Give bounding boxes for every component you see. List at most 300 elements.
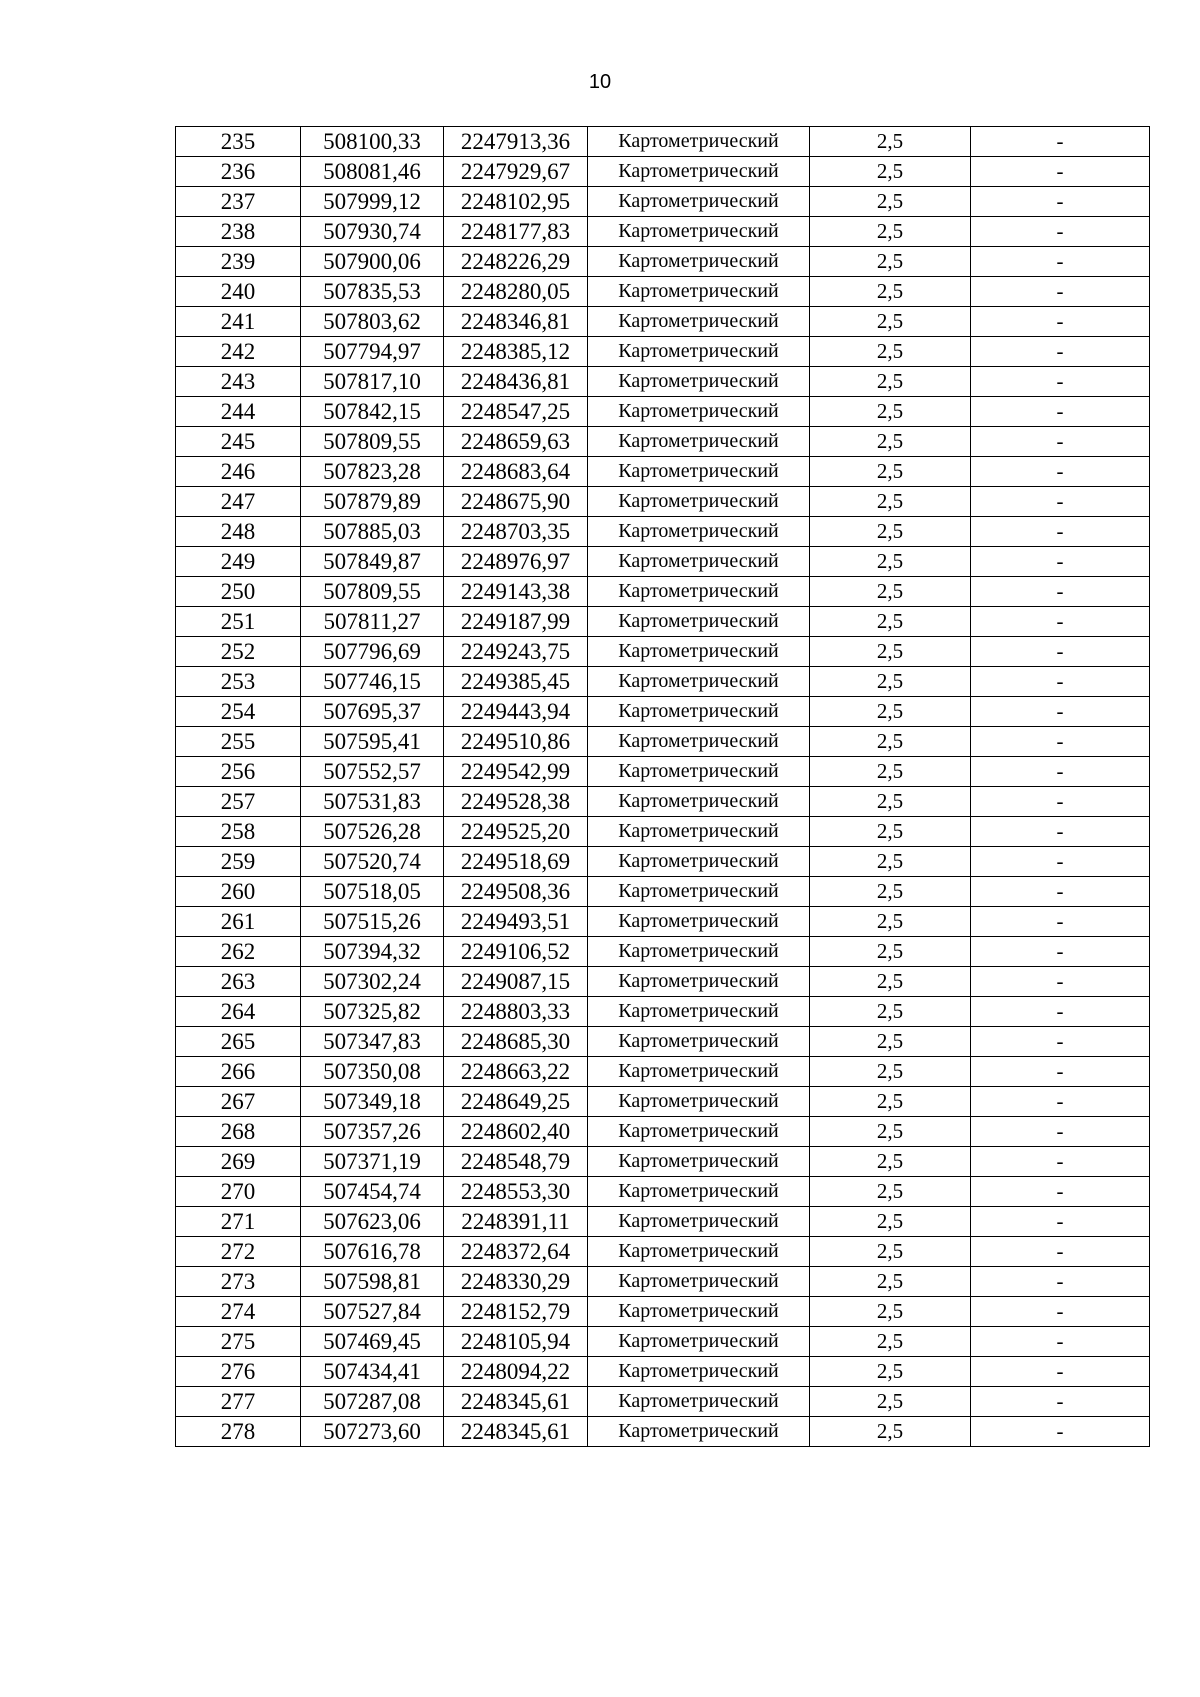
accuracy-cell: 2,5 [810, 1117, 971, 1147]
note-cell: - [971, 367, 1150, 397]
x-coordinate-cell: 507999,12 [301, 187, 444, 217]
x-coordinate-cell: 507371,19 [301, 1147, 444, 1177]
y-coordinate-cell: 2248391,11 [444, 1207, 588, 1237]
point-number-cell: 277 [176, 1387, 301, 1417]
table-row [176, 727, 1150, 757]
point-number-cell: 243 [176, 367, 301, 397]
point-number-cell: 266 [176, 1057, 301, 1087]
x-coordinate-cell: 508100,33 [301, 127, 444, 157]
y-coordinate-cell: 2248683,64 [444, 457, 588, 487]
method-cell: Картометрический [588, 427, 810, 457]
accuracy-cell: 2,5 [810, 877, 971, 907]
method-cell: Картометрический [588, 1057, 810, 1087]
y-coordinate-cell: 2249508,36 [444, 877, 588, 907]
table-row [176, 457, 1150, 487]
accuracy-cell: 2,5 [810, 247, 971, 277]
note-cell: - [971, 637, 1150, 667]
y-coordinate-cell: 2249385,45 [444, 667, 588, 697]
point-number-cell: 269 [176, 1147, 301, 1177]
note-cell: - [971, 547, 1150, 577]
accuracy-cell: 2,5 [810, 727, 971, 757]
x-coordinate-cell: 507817,10 [301, 367, 444, 397]
x-coordinate-cell: 508081,46 [301, 157, 444, 187]
point-number-cell: 265 [176, 1027, 301, 1057]
x-coordinate-cell: 507842,15 [301, 397, 444, 427]
y-coordinate-cell: 2248976,97 [444, 547, 588, 577]
note-cell: - [971, 907, 1150, 937]
method-cell: Картометрический [588, 1417, 810, 1447]
accuracy-cell: 2,5 [810, 907, 971, 937]
table-row [176, 1057, 1150, 1087]
y-coordinate-cell: 2249106,52 [444, 937, 588, 967]
y-coordinate-cell: 2249087,15 [444, 967, 588, 997]
note-cell: - [971, 187, 1150, 217]
table-row [176, 1387, 1150, 1417]
accuracy-cell: 2,5 [810, 607, 971, 637]
accuracy-cell: 2,5 [810, 1237, 971, 1267]
y-coordinate-cell: 2248346,81 [444, 307, 588, 337]
x-coordinate-cell: 507520,74 [301, 847, 444, 877]
y-coordinate-cell: 2248177,83 [444, 217, 588, 247]
point-number-cell: 238 [176, 217, 301, 247]
x-coordinate-cell: 507623,06 [301, 1207, 444, 1237]
table-row [176, 1267, 1150, 1297]
accuracy-cell: 2,5 [810, 277, 971, 307]
method-cell: Картометрический [588, 847, 810, 877]
point-number-cell: 272 [176, 1237, 301, 1267]
method-cell: Картометрический [588, 607, 810, 637]
y-coordinate-cell: 2248803,33 [444, 997, 588, 1027]
method-cell: Картометрический [588, 217, 810, 247]
x-coordinate-cell: 507515,26 [301, 907, 444, 937]
y-coordinate-cell: 2248280,05 [444, 277, 588, 307]
accuracy-cell: 2,5 [810, 997, 971, 1027]
y-coordinate-cell: 2248649,25 [444, 1087, 588, 1117]
table-row [176, 247, 1150, 277]
accuracy-cell: 2,5 [810, 1297, 971, 1327]
accuracy-cell: 2,5 [810, 457, 971, 487]
point-number-cell: 257 [176, 787, 301, 817]
note-cell: - [971, 337, 1150, 367]
point-number-cell: 244 [176, 397, 301, 427]
accuracy-cell: 2,5 [810, 937, 971, 967]
table-row [176, 397, 1150, 427]
note-cell: - [971, 607, 1150, 637]
note-cell: - [971, 817, 1150, 847]
note-cell: - [971, 1297, 1150, 1327]
point-number-cell: 258 [176, 817, 301, 847]
note-cell: - [971, 217, 1150, 247]
y-coordinate-cell: 2248685,30 [444, 1027, 588, 1057]
note-cell: - [971, 1117, 1150, 1147]
note-cell: - [971, 1267, 1150, 1297]
method-cell: Картометрический [588, 577, 810, 607]
table-row [176, 547, 1150, 577]
note-cell: - [971, 997, 1150, 1027]
x-coordinate-cell: 507794,97 [301, 337, 444, 367]
point-number-cell: 255 [176, 727, 301, 757]
x-coordinate-cell: 507527,84 [301, 1297, 444, 1327]
table-row [176, 1357, 1150, 1387]
table-row [176, 1417, 1150, 1447]
y-coordinate-cell: 2249493,51 [444, 907, 588, 937]
accuracy-cell: 2,5 [810, 367, 971, 397]
point-number-cell: 247 [176, 487, 301, 517]
note-cell: - [971, 787, 1150, 817]
accuracy-cell: 2,5 [810, 577, 971, 607]
accuracy-cell: 2,5 [810, 187, 971, 217]
accuracy-cell: 2,5 [810, 787, 971, 817]
y-coordinate-cell: 2248226,29 [444, 247, 588, 277]
table-row [176, 127, 1150, 157]
note-cell: - [971, 127, 1150, 157]
y-coordinate-cell: 2248330,29 [444, 1267, 588, 1297]
x-coordinate-cell: 507350,08 [301, 1057, 444, 1087]
method-cell: Картометрический [588, 937, 810, 967]
table-row [176, 1297, 1150, 1327]
x-coordinate-cell: 507469,45 [301, 1327, 444, 1357]
y-coordinate-cell: 2248548,79 [444, 1147, 588, 1177]
accuracy-cell: 2,5 [810, 817, 971, 847]
accuracy-cell: 2,5 [810, 1087, 971, 1117]
table-row [176, 1087, 1150, 1117]
table-row [176, 1117, 1150, 1147]
accuracy-cell: 2,5 [810, 1147, 971, 1177]
table-row [176, 517, 1150, 547]
note-cell: - [971, 757, 1150, 787]
accuracy-cell: 2,5 [810, 1267, 971, 1297]
table-row [176, 997, 1150, 1027]
x-coordinate-cell: 507273,60 [301, 1417, 444, 1447]
table-row [176, 277, 1150, 307]
note-cell: - [971, 247, 1150, 277]
table-row [176, 667, 1150, 697]
note-cell: - [971, 307, 1150, 337]
y-coordinate-cell: 2248602,40 [444, 1117, 588, 1147]
method-cell: Картометрический [588, 907, 810, 937]
y-coordinate-cell: 2249243,75 [444, 637, 588, 667]
point-number-cell: 248 [176, 517, 301, 547]
x-coordinate-cell: 507616,78 [301, 1237, 444, 1267]
accuracy-cell: 2,5 [810, 697, 971, 727]
y-coordinate-cell: 2248385,12 [444, 337, 588, 367]
table-row [176, 607, 1150, 637]
y-coordinate-cell: 2249510,86 [444, 727, 588, 757]
coordinates-table-body [176, 127, 1150, 1447]
y-coordinate-cell: 2248675,90 [444, 487, 588, 517]
point-number-cell: 264 [176, 997, 301, 1027]
point-number-cell: 275 [176, 1327, 301, 1357]
accuracy-cell: 2,5 [810, 1357, 971, 1387]
point-number-cell: 276 [176, 1357, 301, 1387]
x-coordinate-cell: 507803,62 [301, 307, 444, 337]
x-coordinate-cell: 507434,41 [301, 1357, 444, 1387]
y-coordinate-cell: 2248659,63 [444, 427, 588, 457]
method-cell: Картометрический [588, 637, 810, 667]
note-cell: - [971, 1057, 1150, 1087]
x-coordinate-cell: 507835,53 [301, 277, 444, 307]
note-cell: - [971, 847, 1150, 877]
accuracy-cell: 2,5 [810, 757, 971, 787]
accuracy-cell: 2,5 [810, 217, 971, 247]
method-cell: Картометрический [588, 1087, 810, 1117]
method-cell: Картометрический [588, 877, 810, 907]
table-row [176, 1177, 1150, 1207]
accuracy-cell: 2,5 [810, 637, 971, 667]
y-coordinate-cell: 2249518,69 [444, 847, 588, 877]
y-coordinate-cell: 2248703,35 [444, 517, 588, 547]
point-number-cell: 241 [176, 307, 301, 337]
note-cell: - [971, 457, 1150, 487]
table-row [176, 1027, 1150, 1057]
x-coordinate-cell: 507357,26 [301, 1117, 444, 1147]
x-coordinate-cell: 507809,55 [301, 427, 444, 457]
x-coordinate-cell: 507518,05 [301, 877, 444, 907]
y-coordinate-cell: 2248152,79 [444, 1297, 588, 1327]
method-cell: Картометрический [588, 1207, 810, 1237]
point-number-cell: 252 [176, 637, 301, 667]
method-cell: Картометрический [588, 397, 810, 427]
point-number-cell: 251 [176, 607, 301, 637]
accuracy-cell: 2,5 [810, 157, 971, 187]
method-cell: Картометрический [588, 817, 810, 847]
x-coordinate-cell: 507552,57 [301, 757, 444, 787]
point-number-cell: 273 [176, 1267, 301, 1297]
method-cell: Картометрический [588, 1327, 810, 1357]
table-row [176, 577, 1150, 607]
point-number-cell: 259 [176, 847, 301, 877]
method-cell: Картометрический [588, 277, 810, 307]
table-row [176, 787, 1150, 817]
accuracy-cell: 2,5 [810, 967, 971, 997]
x-coordinate-cell: 507746,15 [301, 667, 444, 697]
table-row [176, 1237, 1150, 1267]
note-cell: - [971, 727, 1150, 757]
x-coordinate-cell: 507325,82 [301, 997, 444, 1027]
method-cell: Картометрический [588, 457, 810, 487]
note-cell: - [971, 1177, 1150, 1207]
point-number-cell: 254 [176, 697, 301, 727]
x-coordinate-cell: 507531,83 [301, 787, 444, 817]
table-row [176, 757, 1150, 787]
x-coordinate-cell: 507885,03 [301, 517, 444, 547]
table-row [176, 637, 1150, 667]
point-number-cell: 271 [176, 1207, 301, 1237]
y-coordinate-cell: 2248345,61 [444, 1387, 588, 1417]
table-row [176, 157, 1150, 187]
point-number-cell: 246 [176, 457, 301, 487]
table-row [176, 217, 1150, 247]
accuracy-cell: 2,5 [810, 1327, 971, 1357]
point-number-cell: 256 [176, 757, 301, 787]
method-cell: Картометрический [588, 1027, 810, 1057]
note-cell: - [971, 1387, 1150, 1417]
table-row [176, 967, 1150, 997]
x-coordinate-cell: 507796,69 [301, 637, 444, 667]
method-cell: Картометрический [588, 1387, 810, 1417]
x-coordinate-cell: 507879,89 [301, 487, 444, 517]
note-cell: - [971, 697, 1150, 727]
y-coordinate-cell: 2249187,99 [444, 607, 588, 637]
point-number-cell: 274 [176, 1297, 301, 1327]
note-cell: - [971, 1357, 1150, 1387]
method-cell: Картометрический [588, 247, 810, 277]
accuracy-cell: 2,5 [810, 307, 971, 337]
point-number-cell: 261 [176, 907, 301, 937]
y-coordinate-cell: 2249528,38 [444, 787, 588, 817]
point-number-cell: 270 [176, 1177, 301, 1207]
method-cell: Картометрический [588, 1117, 810, 1147]
method-cell: Картометрический [588, 157, 810, 187]
x-coordinate-cell: 507454,74 [301, 1177, 444, 1207]
x-coordinate-cell: 507598,81 [301, 1267, 444, 1297]
y-coordinate-cell: 2248372,64 [444, 1237, 588, 1267]
method-cell: Картометрический [588, 547, 810, 577]
point-number-cell: 268 [176, 1117, 301, 1147]
point-number-cell: 237 [176, 187, 301, 217]
accuracy-cell: 2,5 [810, 1387, 971, 1417]
method-cell: Картометрический [588, 967, 810, 997]
point-number-cell: 242 [176, 337, 301, 367]
y-coordinate-cell: 2248345,61 [444, 1417, 588, 1447]
note-cell: - [971, 427, 1150, 457]
table-row [176, 307, 1150, 337]
page-number: 10 [588, 71, 612, 93]
method-cell: Картометрический [588, 487, 810, 517]
accuracy-cell: 2,5 [810, 1027, 971, 1057]
point-number-cell: 262 [176, 937, 301, 967]
x-coordinate-cell: 507595,41 [301, 727, 444, 757]
method-cell: Картометрический [588, 337, 810, 367]
note-cell: - [971, 487, 1150, 517]
method-cell: Картометрический [588, 367, 810, 397]
note-cell: - [971, 277, 1150, 307]
point-number-cell: 250 [176, 577, 301, 607]
note-cell: - [971, 1417, 1150, 1447]
accuracy-cell: 2,5 [810, 397, 971, 427]
note-cell: - [971, 397, 1150, 427]
note-cell: - [971, 157, 1150, 187]
accuracy-cell: 2,5 [810, 487, 971, 517]
table-row [176, 817, 1150, 847]
note-cell: - [971, 577, 1150, 607]
point-number-cell: 245 [176, 427, 301, 457]
note-cell: - [971, 1327, 1150, 1357]
point-number-cell: 239 [176, 247, 301, 277]
accuracy-cell: 2,5 [810, 1207, 971, 1237]
note-cell: - [971, 967, 1150, 997]
x-coordinate-cell: 507349,18 [301, 1087, 444, 1117]
method-cell: Картометрический [588, 307, 810, 337]
table-row [176, 187, 1150, 217]
y-coordinate-cell: 2247913,36 [444, 127, 588, 157]
method-cell: Картометрический [588, 1297, 810, 1327]
method-cell: Картометрический [588, 697, 810, 727]
y-coordinate-cell: 2248105,94 [444, 1327, 588, 1357]
method-cell: Картометрический [588, 1177, 810, 1207]
x-coordinate-cell: 507809,55 [301, 577, 444, 607]
method-cell: Картометрический [588, 667, 810, 697]
y-coordinate-cell: 2248094,22 [444, 1357, 588, 1387]
accuracy-cell: 2,5 [810, 847, 971, 877]
accuracy-cell: 2,5 [810, 1417, 971, 1447]
table-row [176, 1327, 1150, 1357]
accuracy-cell: 2,5 [810, 1177, 971, 1207]
point-number-cell: 263 [176, 967, 301, 997]
point-number-cell: 235 [176, 127, 301, 157]
x-coordinate-cell: 507900,06 [301, 247, 444, 277]
method-cell: Картометрический [588, 1237, 810, 1267]
x-coordinate-cell: 507930,74 [301, 217, 444, 247]
note-cell: - [971, 517, 1150, 547]
x-coordinate-cell: 507287,08 [301, 1387, 444, 1417]
method-cell: Картометрический [588, 187, 810, 217]
method-cell: Картометрический [588, 727, 810, 757]
x-coordinate-cell: 507811,27 [301, 607, 444, 637]
point-number-cell: 267 [176, 1087, 301, 1117]
table-row [176, 367, 1150, 397]
y-coordinate-cell: 2249143,38 [444, 577, 588, 607]
point-number-cell: 253 [176, 667, 301, 697]
table-row [176, 847, 1150, 877]
x-coordinate-cell: 507849,87 [301, 547, 444, 577]
method-cell: Картометрический [588, 997, 810, 1027]
y-coordinate-cell: 2248102,95 [444, 187, 588, 217]
y-coordinate-cell: 2248436,81 [444, 367, 588, 397]
method-cell: Картометрический [588, 127, 810, 157]
method-cell: Картометрический [588, 787, 810, 817]
table-row [176, 487, 1150, 517]
accuracy-cell: 2,5 [810, 427, 971, 457]
table-row [176, 877, 1150, 907]
point-number-cell: 236 [176, 157, 301, 187]
table-row [176, 937, 1150, 967]
x-coordinate-cell: 507695,37 [301, 697, 444, 727]
y-coordinate-cell: 2247929,67 [444, 157, 588, 187]
accuracy-cell: 2,5 [810, 517, 971, 547]
x-coordinate-cell: 507394,32 [301, 937, 444, 967]
note-cell: - [971, 1087, 1150, 1117]
note-cell: - [971, 667, 1150, 697]
point-number-cell: 240 [176, 277, 301, 307]
note-cell: - [971, 1027, 1150, 1057]
x-coordinate-cell: 507302,24 [301, 967, 444, 997]
method-cell: Картометрический [588, 517, 810, 547]
y-coordinate-cell: 2249525,20 [444, 817, 588, 847]
y-coordinate-cell: 2249542,99 [444, 757, 588, 787]
accuracy-cell: 2,5 [810, 127, 971, 157]
note-cell: - [971, 1237, 1150, 1267]
accuracy-cell: 2,5 [810, 547, 971, 577]
method-cell: Картометрический [588, 1357, 810, 1387]
y-coordinate-cell: 2248663,22 [444, 1057, 588, 1087]
y-coordinate-cell: 2249443,94 [444, 697, 588, 727]
point-number-cell: 278 [176, 1417, 301, 1447]
note-cell: - [971, 1147, 1150, 1177]
method-cell: Картометрический [588, 1267, 810, 1297]
method-cell: Картометрический [588, 757, 810, 787]
note-cell: - [971, 877, 1150, 907]
table-row [176, 1207, 1150, 1237]
table-row [176, 1147, 1150, 1177]
y-coordinate-cell: 2248553,30 [444, 1177, 588, 1207]
method-cell: Картометрический [588, 1147, 810, 1177]
x-coordinate-cell: 507347,83 [301, 1027, 444, 1057]
coordinates-table [175, 126, 1150, 1447]
x-coordinate-cell: 507526,28 [301, 817, 444, 847]
x-coordinate-cell: 507823,28 [301, 457, 444, 487]
y-coordinate-cell: 2248547,25 [444, 397, 588, 427]
